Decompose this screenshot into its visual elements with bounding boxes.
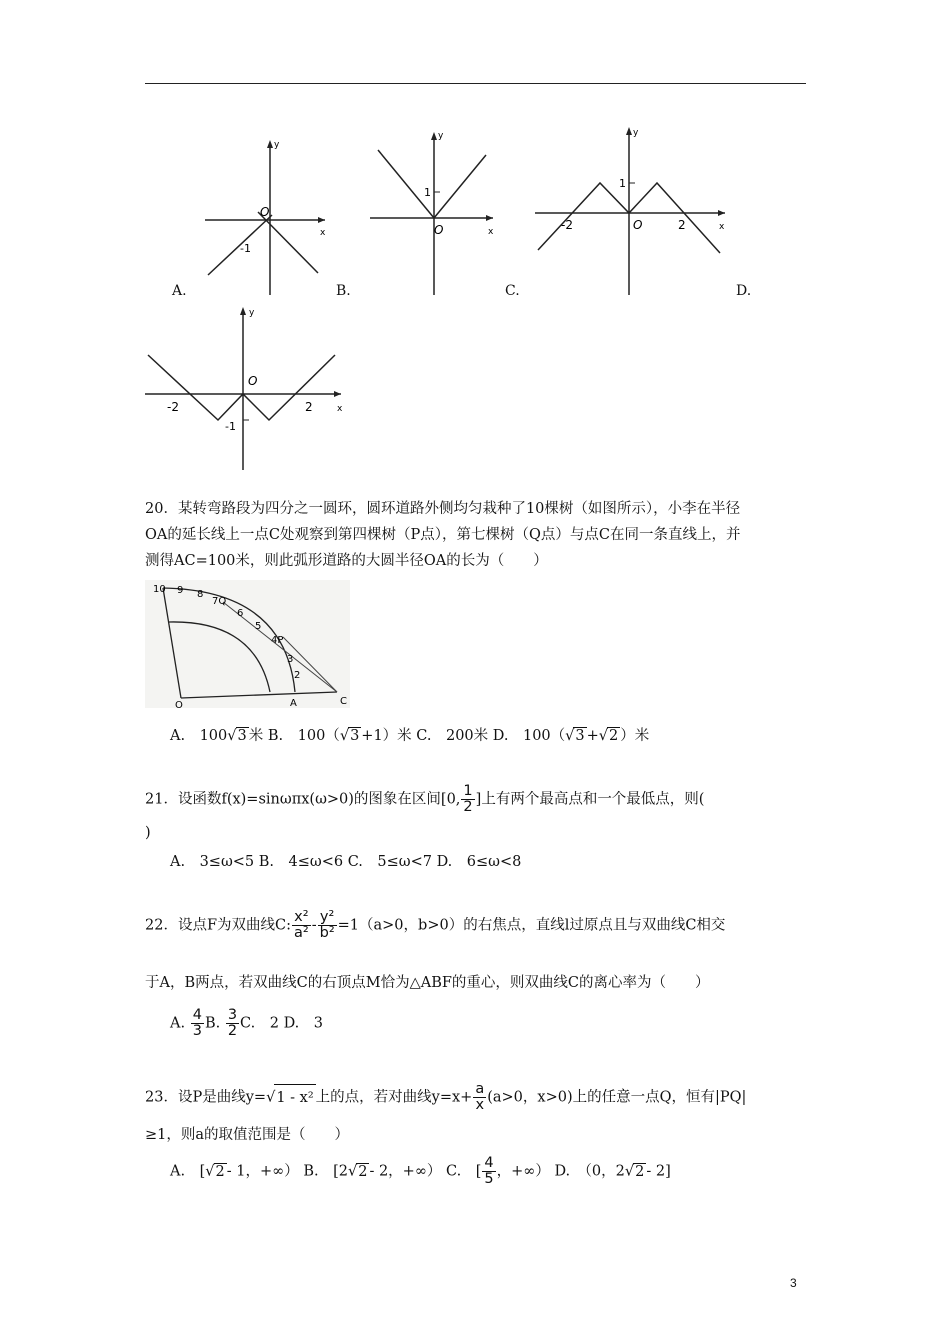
graph-d-y-label: y (249, 308, 255, 318)
q22-line2: 于A，B两点，若双曲线C的右顶点M恰为△ABF的重心，则双曲线C的离心率为（ ） (145, 975, 710, 991)
q21-frac-num: 1 (463, 783, 473, 799)
q20-point-a: A (290, 698, 297, 709)
q23-opt-a-post: - 1，+∞） (226, 1163, 299, 1180)
q21-options: A. 3≤ω<5 B. 4≤ω<6 C. 5≤ω<7 D. 6≤ω<8 (170, 854, 522, 870)
q22-minus: - (311, 917, 317, 934)
q21-line1 (145, 784, 704, 815)
q20-tree-8: 8 (197, 589, 204, 600)
q20-opt-d-rad1: 3 (575, 728, 585, 744)
graph-c-origin: O (633, 218, 643, 232)
q20-figure (145, 580, 355, 710)
graph-c-one: 1 (619, 177, 626, 190)
q20-tree-9: 9 (177, 585, 184, 596)
q23-opt-a-rad: 2 (215, 1163, 225, 1180)
graph-d-minus-two: -2 (167, 400, 179, 414)
q23-opt-b-rad: 2 (358, 1163, 368, 1180)
q23-opt-c-pre: C. [ (446, 1163, 482, 1180)
q20-tree-4p: 4P (271, 635, 284, 646)
q22-opt-rest: C. 2 D. 3 (240, 1015, 324, 1032)
option-c-label: C. (505, 283, 520, 299)
q22-f1-num: x² (292, 910, 311, 926)
q22-fraction-x (292, 910, 311, 941)
q20-tree-7q: 7Q (212, 596, 227, 607)
q23-opt-b-post: - 2，+∞） (369, 1163, 442, 1180)
q21-fraction (461, 784, 474, 815)
graph-a-minus-one: -1 (240, 242, 251, 255)
graph-c-plus-two: 2 (678, 218, 686, 232)
q20-options: A. 100√3 米 B. 100（√3 +1）米 C. 200米 D. 100（√3 +√2 ）米 (170, 728, 650, 744)
q20-opt-b-rad: 3 (350, 728, 360, 744)
option-a-label: A. (172, 283, 187, 299)
q22-line1 (145, 910, 725, 941)
q20-opt-d-tail: ）米 (620, 728, 650, 744)
q23-opt-c-post: ，+∞） (496, 1163, 550, 1180)
q22-opt-a-frac (191, 1008, 204, 1039)
q22-line1-a: 22．设点F为双曲线C: (145, 917, 291, 934)
q21-line1-b: ]上有两个最高点和一个最低点，则( (475, 791, 705, 808)
graph-b-origin: O (434, 223, 444, 237)
graph-a-origin: O (260, 205, 270, 219)
q23-frac-den: x (475, 1097, 485, 1114)
q23-line1: 23．设P是曲线y=√1 - x² 上的点，若对曲线y=x+ $\frac{a}{x}$ (a>0，x>0)上的任意一点Q，恒有|PQ| (145, 1081, 747, 1114)
q22-opt-a-den: 3 (192, 1023, 202, 1040)
q22-f2-num: y² (318, 910, 337, 926)
q20-opt-b-tail: +1）米 C. 200米 D. 100（ (361, 728, 566, 744)
q23-frac-num: a (475, 1081, 485, 1097)
q23-opt-c-den: 5 (484, 1171, 494, 1188)
graph-b-one: 1 (424, 186, 431, 199)
q22-opt-a-num: 4 (192, 1007, 202, 1023)
q23-opt-d-pre: D. （0，2 (554, 1163, 625, 1180)
graph-c-x-label: x (719, 222, 725, 232)
q21-line1-a: 21．设函数f(x)=sinωπx(ω>0)的图象在区间[0, (145, 791, 461, 808)
q21-line2: ) (145, 825, 151, 841)
q23-opt-c-frac (482, 1156, 495, 1187)
graph-c-y-label: y (633, 128, 639, 138)
q22-opt-b-frac (226, 1008, 239, 1039)
q20-opt-a-rad: 3 (237, 728, 247, 744)
q23-line1-c: (a>0，x>0)上的任意一点Q，恒有|PQ| (487, 1089, 747, 1106)
graph-b-y-label: y (438, 131, 444, 141)
graph-c-minus-two: -2 (561, 218, 573, 232)
q23-opt-a-pre: A. [ (170, 1163, 206, 1180)
q20-tree-3: 3 (287, 654, 294, 665)
q23-line1-a: 23．设P是曲线y= (145, 1089, 267, 1106)
q20-point-o: O (175, 700, 183, 711)
q22-fraction-y (318, 910, 337, 941)
graph-a-x-label: x (320, 228, 326, 238)
q23-radicand: 1 - x² (274, 1084, 315, 1111)
q20-opt-a-unit: 米 B. 100（ (248, 728, 340, 744)
graph-b-x-label: x (488, 227, 494, 237)
q20-tree-5: 5 (255, 621, 262, 632)
graph-d-plus-two: 2 (305, 400, 313, 414)
q20-opt-d-plus: + (586, 728, 599, 744)
q22-f2-den: b² (319, 925, 335, 942)
q23-opt-d-post: - 2] (646, 1163, 671, 1180)
q23-opt-b-pre: B. [2 (303, 1163, 348, 1180)
q20-tree-6: 6 (237, 608, 244, 619)
option-b-label: B. (336, 283, 351, 299)
page-number: 3 (790, 1276, 797, 1290)
q22-line1-b: =1（a>0，b>0）的右焦点，直线l过原点且与双曲线C相交 (337, 917, 726, 934)
q20-opt-d-rad2: 2 (609, 728, 619, 744)
q20-line3: 测得AC=100米，则此弧形道路的大圆半径OA的长为（ ） (145, 553, 548, 569)
header-rule (145, 83, 806, 84)
option-d-label: D. (736, 283, 752, 299)
q23-line1-b: 上的点，若对曲线y=x+ (315, 1089, 473, 1106)
q20-line1: 20．某转弯路段为四分之一圆环，圆环道路外侧均匀栽种了10棵树（如图所示），小李在半径 (145, 501, 741, 517)
q22-f1-den: a² (294, 925, 309, 942)
graph-d-minus-one: -1 (225, 420, 236, 433)
q22-options (170, 1008, 323, 1039)
q23-opt-d-rad: 2 (635, 1163, 645, 1180)
q20-line2: OA的延长线上一点C处观察到第四棵树（P点），第七棵树（Q点）与点C在同一条直线上，并 (145, 527, 741, 543)
graph-d (145, 305, 355, 470)
q22-opt-a: A. (170, 1015, 186, 1032)
graph-b (368, 130, 508, 295)
q22-opt-b-den: 2 (227, 1023, 238, 1040)
q22-opt-b-num: 3 (227, 1007, 238, 1023)
q20-tree-2: 2 (294, 670, 301, 681)
q20-opt-a: A. 100 (170, 728, 228, 744)
q23-opt-c-num: 4 (484, 1155, 494, 1171)
q23-fraction (473, 1082, 486, 1113)
q23-line2: ≥1，则a的取值范围是（ ） (145, 1127, 350, 1143)
q20-tree-10: 10 (153, 584, 166, 595)
q22-opt-b: B. (204, 1015, 221, 1032)
q21-frac-den: 2 (463, 799, 473, 816)
q20-point-c: C (340, 696, 347, 707)
graph-c (535, 125, 735, 295)
graph-a (200, 135, 340, 295)
graph-d-x-label: x (337, 404, 343, 414)
graph-d-origin: O (248, 374, 258, 388)
graph-a-y-label: y (274, 140, 280, 150)
q23-options: A. [√2 - 1，+∞） B. [2√2 - 2，+∞） C. [ $\frac{4}{5}$ ，+∞） D. （0，2√2 - 2] (170, 1155, 671, 1188)
